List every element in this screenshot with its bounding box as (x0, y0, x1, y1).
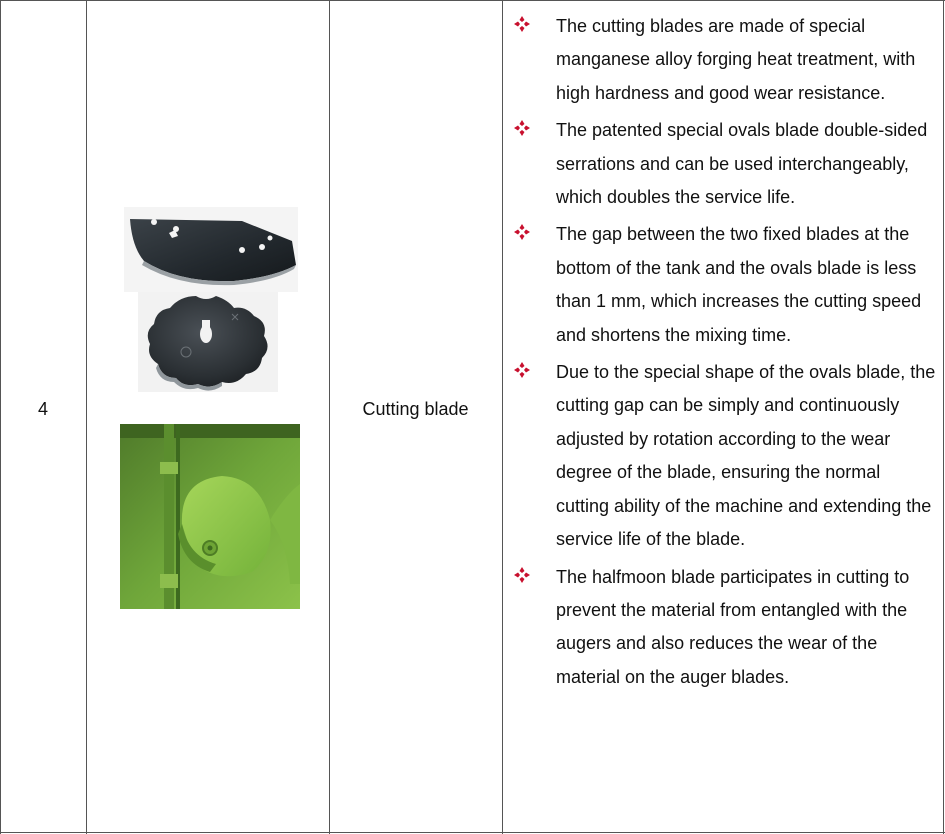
list-item (512, 356, 937, 556)
table-border-bottom (0, 832, 945, 833)
table-border-top (0, 0, 945, 1)
column-divider (86, 0, 87, 834)
red-diamond-bullet-icon (514, 120, 530, 136)
feature-list (512, 10, 937, 698)
feature-text: The halfmoon blade participates in cutting to prevent the material from entangled with the augers and also reduces the wear of the material on the auger blades. (556, 566, 910, 687)
red-diamond-bullet-icon (514, 567, 530, 583)
ovals-blade-photo (138, 292, 278, 392)
list-item (512, 561, 937, 695)
table-border-right (943, 0, 944, 834)
column-divider (502, 0, 503, 834)
list-item (512, 218, 937, 352)
list-item (512, 10, 937, 110)
red-diamond-bullet-icon (514, 224, 530, 240)
feature-text: The gap between the two fixed blades at the bottom of the tank and the ovals blade is less than 1 mm, which increases the cutting speed and shortens the mixing time. (556, 224, 922, 345)
halfmoon-blade-photo (124, 207, 298, 292)
red-diamond-bullet-icon (514, 362, 530, 378)
feature-text: Due to the special shape of the ovals blade, the cutting gap can be simply and continuously adjusted by rotation according to the wear degree of the blade, ensuring the normal cutting ability of the machine and extending the service life of the blade. (556, 362, 936, 550)
red-diamond-bullet-icon (514, 16, 530, 32)
feature-text: The cutting blades are made of special manganese alloy forging heat treatment, with high hardness and good wear resistance. (556, 16, 916, 103)
feature-text: The patented special ovals blade double-sided serrations and can be used interchangeably, which doubles the service life. (556, 120, 928, 208)
part-name: Cutting blade (362, 399, 469, 419)
row-number: 4 (37, 399, 48, 419)
list-item (512, 114, 937, 214)
installed-blade-photo (120, 424, 300, 609)
